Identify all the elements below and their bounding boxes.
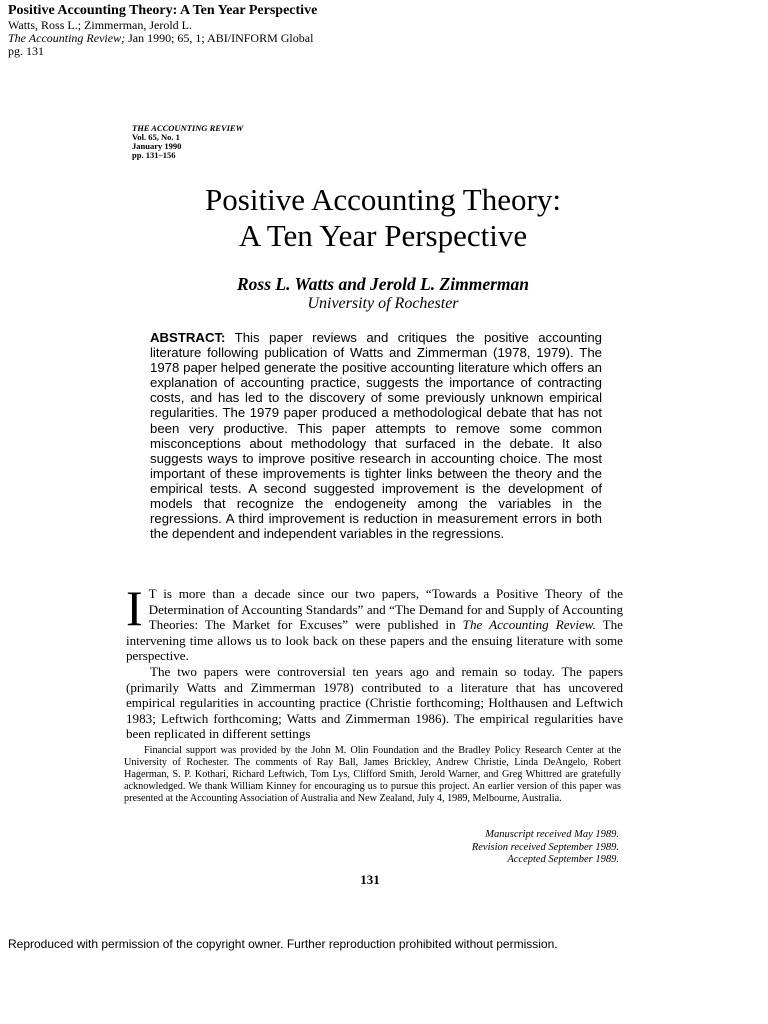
intro-paragraph-2: The two papers were controversial ten years ago and remain so today. The papers (primarily Watts and Zimmerman 1978) contributed to a literature that has uncovered empirical regularities in accounting practice (Christie forthcoming; Holthausen and Leftwich 1983; Leftwich forthcoming; Watts and Zimmerman 1986). The empirical regularities have been replicated in different settings <box>126 663 623 742</box>
journal-date: January 1990 <box>132 141 182 151</box>
drop-cap: I <box>126 580 143 636</box>
author-affiliation: University of Rochester <box>307 295 459 312</box>
manuscript-dates <box>380 829 619 867</box>
received-date: Manuscript received May 1989. <box>485 829 619 840</box>
intro-paragraph-1-part-b: The intervening time allows us to look back on these papers and the ensuing literature with some perspective. <box>126 617 623 664</box>
paper-title-line-1: Positive Accounting Theory: <box>205 182 561 217</box>
intro-journal-reference: The Accounting Review. <box>462 617 596 633</box>
paper-title-line-2: A Ten Year Perspective <box>238 218 528 253</box>
acknowledgement-footnote: Financial support was provided by the John M. Olin Foundation and the Bradley Policy Research Center at the University of Rochester. The comments of Ray Ball, James Brickley, Andrew Christie, Linda DeAngelo, Robert Hagerman, S. P. Kothari, Richard Leftwich, Tom Lys, Clifford Smith, Jerold Warner, and Greg Whittred are gratefully acknowledged. We thank William Kinney for encouraging us to pursue this project. An earlier version of this paper was presented at the Accounting Association of Australia and New Zealand, July 4, 1989, Melbourne, Australia. <box>124 745 621 804</box>
revised-date: Revision received September 1989. <box>471 841 619 853</box>
database-header <box>8 2 708 58</box>
abstract-text: This paper reviews and critiques the positive accounting literature following publication of Watts and Zimmerman (1978, 1979). The 1978 paper helped generate the positive accounting literature which offers an explanation of accounting practice, suggests the importance of contracting costs, and has led to the discovery of some previously unknown empirical regularities. The 1979 paper produced a methodological debate that has not been very productive. This paper attempts to remove some common misconceptions about methodology that surfaced in the debate. It also suggests ways to improve positive research in accounting choice. The most important of these improvements is tighter links between the theory and the empirical tests. A second suggested improvement is the development of models that recognize the endogeneity among the variables in the regressions. A third improvement is reduction in measurement errors in both the dependent and independent variables in the regressions. <box>150 330 602 542</box>
database-journal-name: The Accounting Review; <box>8 31 126 45</box>
intro-paragraph-1 <box>126 580 623 664</box>
database-issue: Jan 1990; 65, 1; ABI/INFORM Global <box>125 31 314 45</box>
journal-volume: Vol. 65, No. 1 <box>132 132 180 142</box>
paper-authors: Ross L. Watts and Jerold L. Zimmerman <box>236 274 530 294</box>
journal-info-block <box>132 124 243 160</box>
intro-paragraph-1-part-a: T is more than a decade since our two papers, “Towards a Positive Theory of the Determination of Accounting Standards” and “The Demand for and Supply of Accounting Theories: The Market for Excuses” were published in <box>148 586 623 633</box>
page-number: 131 <box>360 872 380 887</box>
abstract-label: ABSTRACT: <box>150 330 226 345</box>
introduction-text <box>126 580 623 742</box>
journal-name: THE ACCOUNTING REVIEW <box>132 123 244 133</box>
database-authors: Watts, Ross L.; Zimmerman, Jerold L. <box>8 18 193 32</box>
database-page: pg. 131 <box>8 44 44 58</box>
paper-title <box>100 182 666 254</box>
database-article-title: Positive Accounting Theory: A Ten Year Perspective <box>8 3 318 18</box>
database-citation <box>8 32 708 45</box>
journal-pages: pp. 131–156 <box>132 150 176 160</box>
abstract <box>150 330 602 541</box>
permission-notice: Reproduced with permission of the copyright owner. Further reproduction prohibited without permission. <box>8 937 558 951</box>
accepted-date: Accepted September 1989. <box>507 854 619 865</box>
